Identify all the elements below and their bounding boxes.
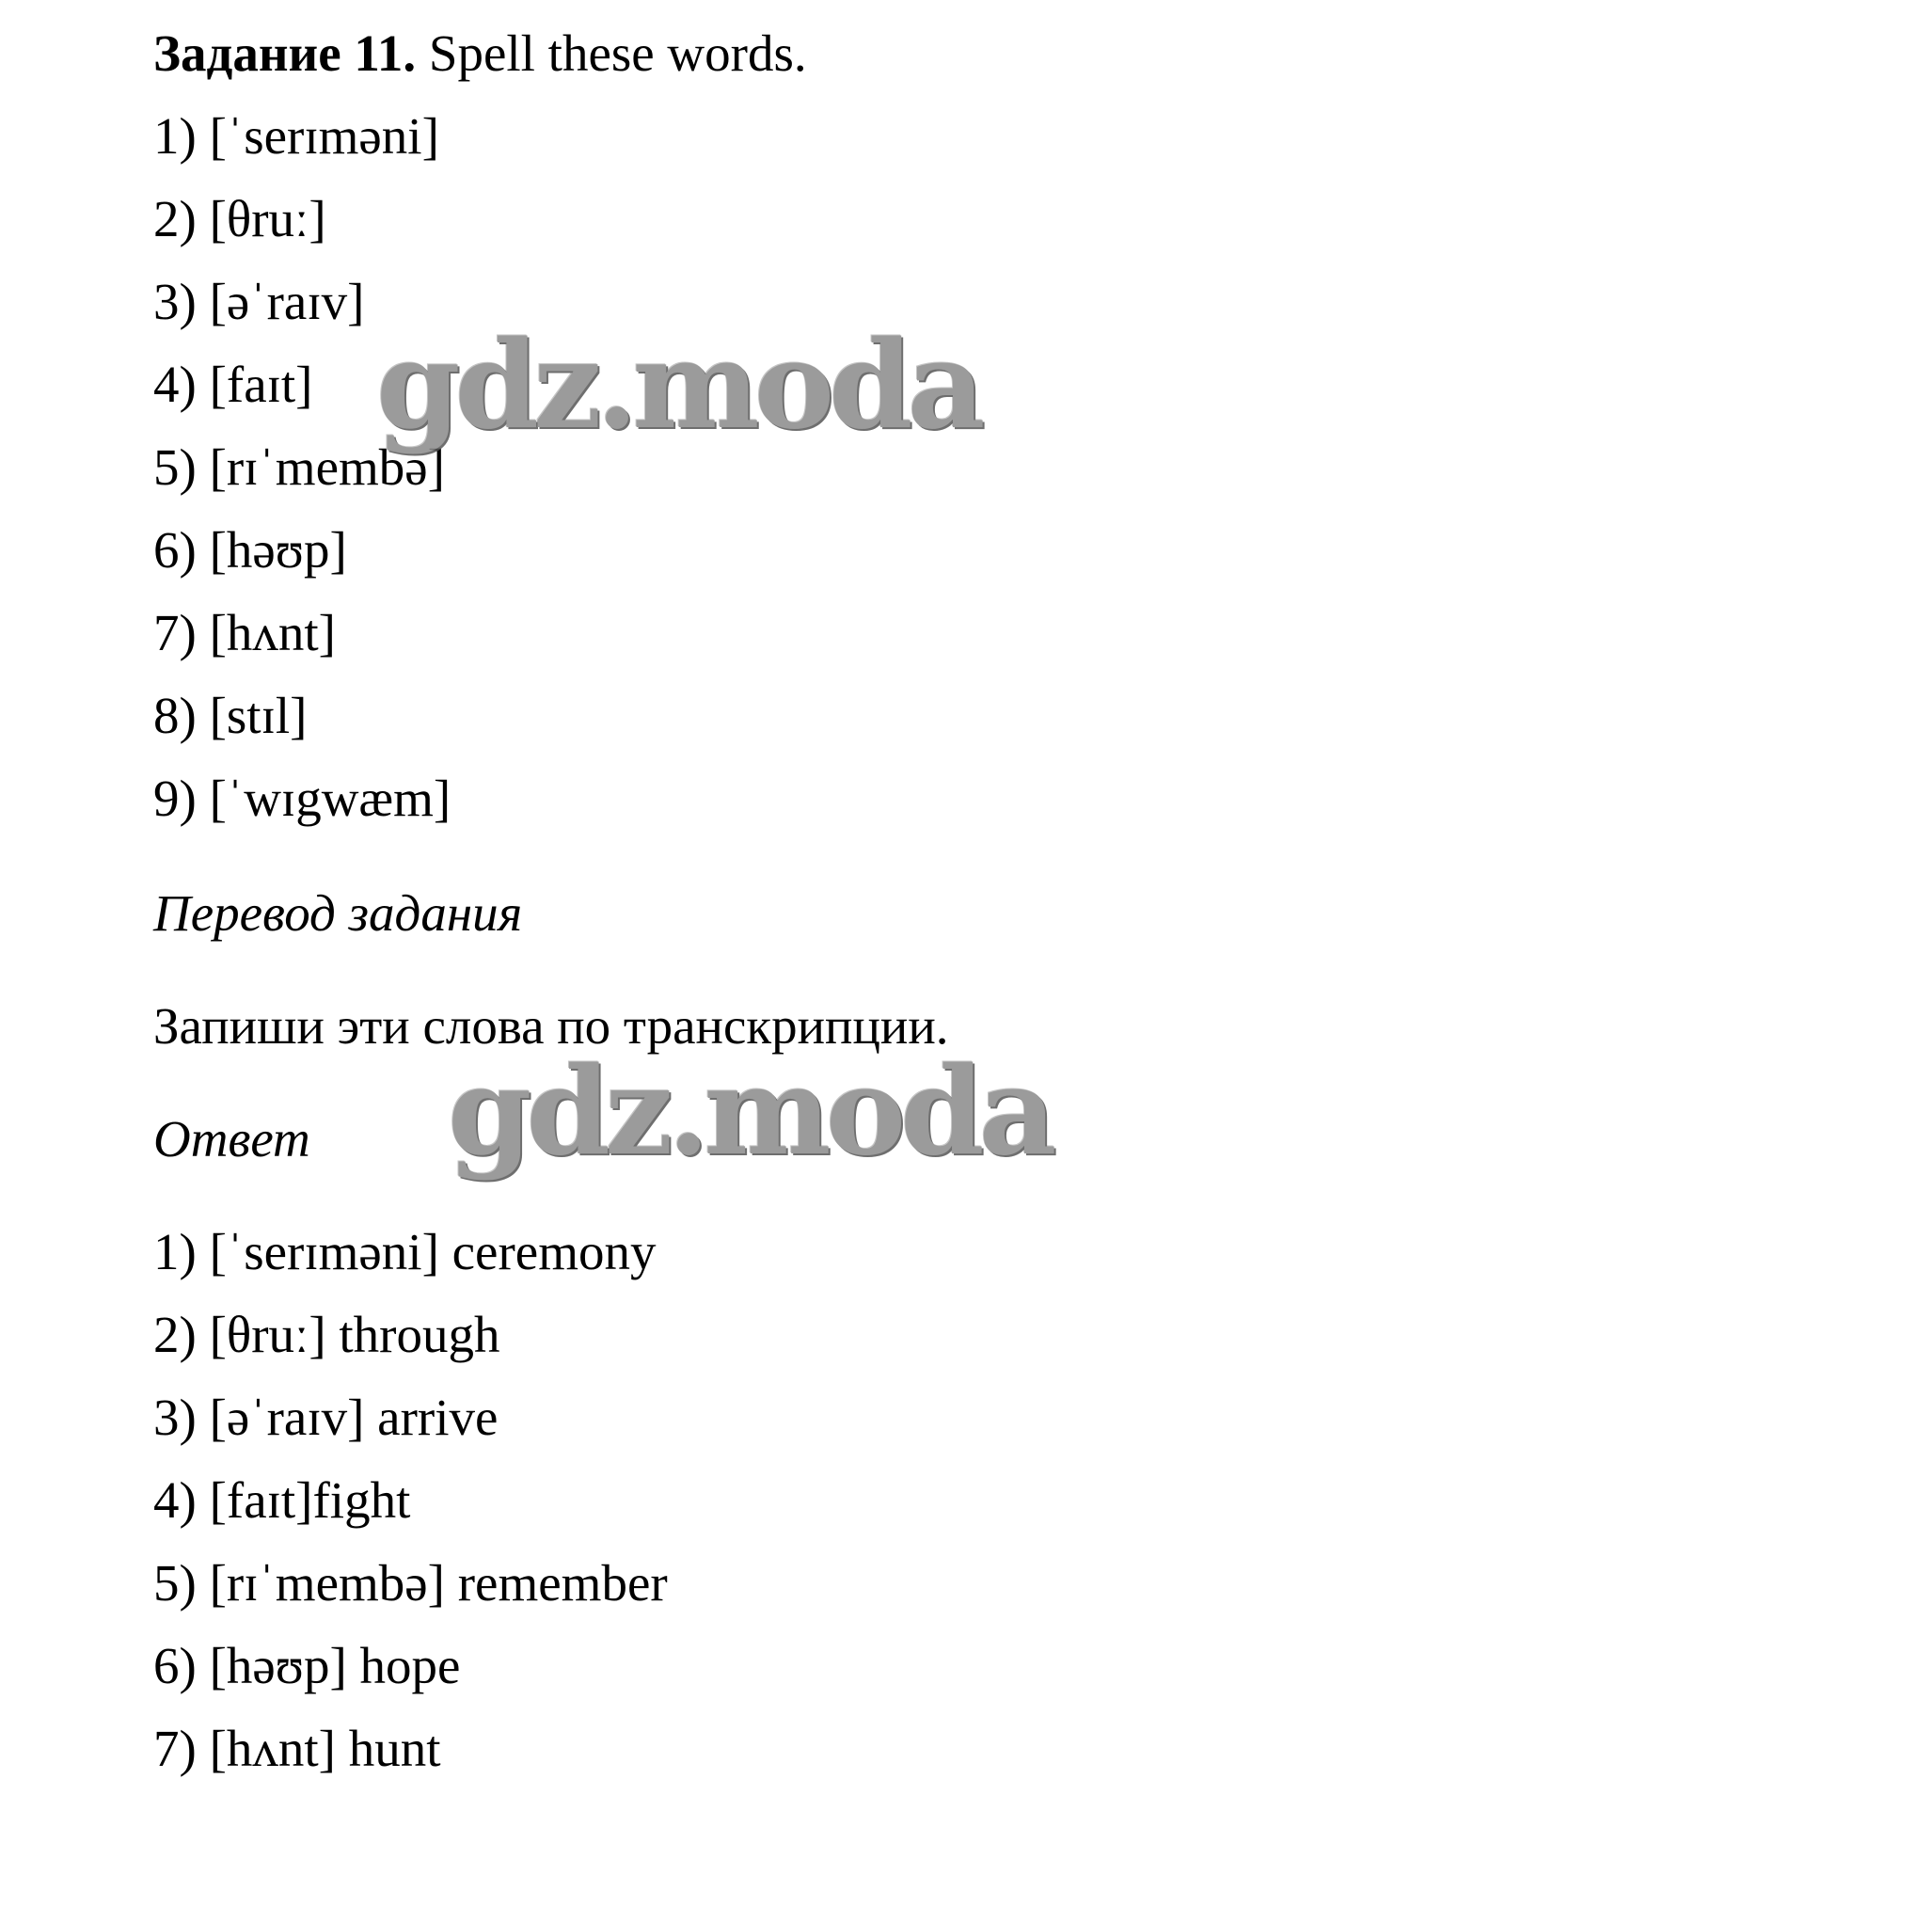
transcription-item: 8) [stɪl] <box>153 687 308 744</box>
answer-item: 5) [rɪˈmembə] remember <box>153 1554 668 1612</box>
translation-heading: Перевод задания <box>153 884 523 942</box>
transcription-item: 1) [ˈserɪməni] <box>153 107 439 165</box>
transcription-item: 3) [əˈraɪv] <box>153 273 365 330</box>
watermark-logo: gdz.moda <box>448 1041 1052 1183</box>
watermark-logo: gdz.moda <box>376 315 980 456</box>
task-instruction: Spell these words. <box>428 24 807 82</box>
translation-text: Запиши эти слова по транскрипции. <box>153 997 949 1055</box>
answer-item: 1) [ˈserɪməni] ceremony <box>153 1223 657 1280</box>
transcription-item: 2) [θruː] <box>153 190 326 247</box>
task-header <box>153 23 807 85</box>
answer-item: 2) [θruː] through <box>153 1306 500 1363</box>
transcription-item: 4) [faɪt] <box>153 356 313 413</box>
task-label: Задание 11. <box>153 24 417 82</box>
transcription-item: 7) [hʌnt] <box>153 604 336 661</box>
answer-heading: Ответ <box>153 1110 310 1167</box>
answer-item: 4) [faɪt]fight <box>153 1471 411 1529</box>
answer-item: 3) [əˈraɪv] arrive <box>153 1389 499 1446</box>
transcription-item: 9) [ˈwɪgwæm] <box>153 770 451 827</box>
answer-item: 6) [həʊp] hope <box>153 1637 461 1694</box>
transcription-item: 5) [rɪˈmembə] <box>153 438 445 496</box>
transcription-item: 6) [həʊp] <box>153 521 347 579</box>
answer-item: 7) [hʌnt] hunt <box>153 1720 441 1777</box>
